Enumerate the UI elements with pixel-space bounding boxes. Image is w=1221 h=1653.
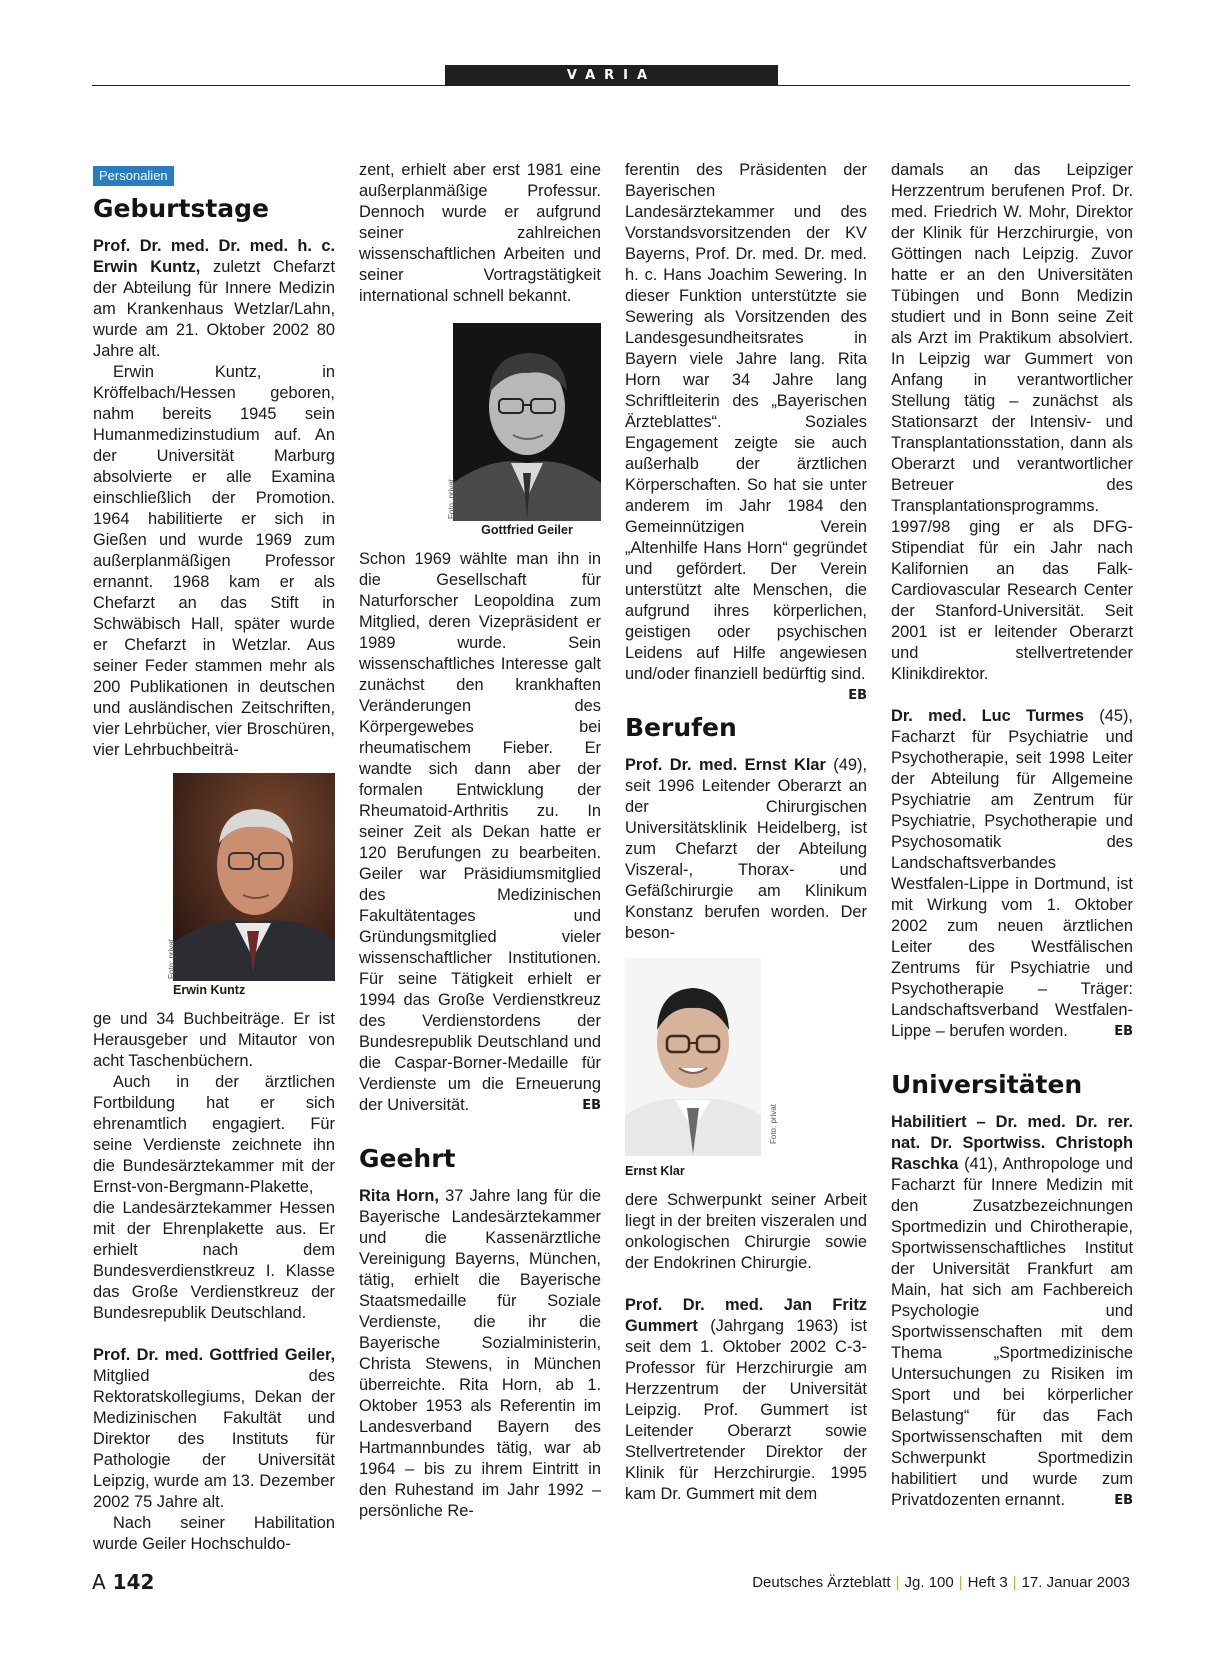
- journal-date: 17. Januar 2003: [1021, 1574, 1130, 1591]
- horn-paragraph-2: ferentin des Präsidenten der Bayerischen Landesärztekammer und des Vorstandsvorsitzenden der KV Bayerns, Prof. Dr. med. Dr. med. h. c. Hans Joachim Sewering. In dieser Funktion unterstützte sie Sewering als Vorsitzenden des Landesgesundheitsrates in Bayern viele Jahre lang. Rita Horn war 34 Jahre lang Schriftleiterin des „Bayerischen Ärzteblattes“. Soziales Engagement zeigte sie auch außerhalb der ärztlichen Körperschaften. So hat sie unter anderem im Jahr 1984 den Gemeinnützigen Verein „Altenhilfe Hans Horn“ gegründet und gefördert. Der Verein unterstützt alte Menschen, die aufgrund ihres körperlichen, geistigen oder psychischen Leidens auf Hilfe angewiesen und/oder finanziell bedürftig sind. EB: [625, 160, 867, 685]
- kuntz-name: Prof. Dr. med. Dr. med. h. c. Erwin Kuntz,: [93, 237, 335, 276]
- turmes-intro: Dr. med. Luc Turmes (45), Facharzt für Psychiatrie und Psychotherapie, seit 1998 Leiter der Abteilung für Allgemeine Psychiatrie am Zentrum für Psychiatrie, Psychotherapie und Psychosomatik des Landschaftsverbandes Westfalen-Lippe in Dortmund, ist mit Wirkung vom 1. Oktober 2002 zum neuen ärztlichen Leiter des Westfälischen Zentrums für Psychiatrie und Psychotherapie – Träger: Landschaftsverband Westfalen-Lippe – berufen worden. EB: [891, 707, 1133, 1040]
- column-4: [891, 160, 1133, 1511]
- gummert-name: Prof. Dr. med. Jan Fritz Gummert: [625, 1296, 867, 1335]
- photo-credit: Foto: privat: [167, 938, 176, 979]
- journal-issue: Heft 3: [967, 1574, 1008, 1591]
- section-header: VARIA: [445, 65, 778, 86]
- photo-caption: Ernst Klar: [625, 1164, 685, 1178]
- photo-caption: Gottfried Geiler: [481, 523, 573, 537]
- kuntz-portrait: [167, 773, 335, 981]
- column-1: [93, 160, 335, 1555]
- page-number: A 142: [92, 1570, 155, 1594]
- geiler-intro: Prof. Dr. med. Gottfried Geiler, Mitglied des Rektoratskollegiums, Dekan der Medizinischen Fakultät und Direktor des Instituts für Pathologie der Universität Leipzig, wurde am 13. Dezember 2002 75 Jahre alt.: [93, 1346, 335, 1511]
- column-2: [359, 160, 601, 1522]
- kuntz-paragraph-2: Erwin Kuntz, in Kröffelbach/Hessen geboren, nahm bereits 1945 sein Humanmedizinstudium auf. An der Universität Marburg absolvierte er alle Examina einschließlich der Promotion. 1964 habilitierte er sich in Gießen und wurde 1969 zum außerplanmäßigen Professor ernannt. 1968 kam er als Chefarzt an das Stift in Schwäbisch Hall, später wurde er Chefarzt in Wetzlar. Aus seiner Feder stammen mehr als 200 Publikationen in deutschen und ausländischen Zeitschriften, vier Lehrbücher, vier Broschüren, vier Lehrbuchbeiträ-: [93, 363, 335, 759]
- section-title-honored: Geehrt: [359, 1144, 456, 1173]
- portrait-image: [173, 773, 335, 981]
- turmes-name: Dr. med. Luc Turmes: [891, 707, 1085, 725]
- section-title-universities: Universitäten: [891, 1070, 1083, 1099]
- geiler-portrait: [447, 323, 601, 521]
- author-initials: EB: [1114, 1493, 1133, 1508]
- photo-credit: Foto: privat: [447, 478, 456, 519]
- geiler-paragraph-4: Schon 1969 wählte man ihn in die Gesellschaft für Naturforscher Leopoldina zum Mitglied, deren Vizepräsident er 1989 wurde. Sein wissenschaftliches Interesse galt zunächst den krankhaften Veränderungen des Körpergewebes bei rheumatischem Fieber. Er wandte sich dann aber der formalen Entwicklung der Rheumatoid-Arthritis zu. In seiner Zeit als Dekan hatte er 120 Berufungen zu bearbeiten. Geiler war Präsidiumsmitglied des Medizinischen Fakultätentages und Gründungsmitglied vieler wissenschaftlicher Institutionen. Für seine Tätigkeit erhielt er 1994 das Große Verdienstkreuz des Verdienstordens der Bundesrepublik Deutschland und die Caspar-Borner-Medaille für Verdienste um die Erneuerung der Universität. EB: [359, 550, 601, 1114]
- klar-name: Prof. Dr. med. Ernst Klar: [625, 756, 826, 774]
- geiler-name: Prof. Dr. med. Gottfried Geiler,: [93, 1346, 335, 1364]
- column-3: [625, 160, 867, 1505]
- raschka-intro: Habilitiert – Dr. med. Dr. rer. nat. Dr. Sportwiss. Christoph Raschka (41), Anthropologe und Facharzt für Innere Medizin mit den Zusatzbezeichnungen Sportmedizin und Chirotherapie, Sportwissenschaftliches Institut der Universität Frankfurt am Main, hat sich am Fachbereich Psychologie und Sportwissenschaften mit dem Thema „Sportmedizinische Untersuchungen zu Risiken im Sport und bei körperlicher Belastung“ für das Fach Sportwissenschaften mit dem Schwerpunkt Sportmedizin habilitiert und wurde zum Privatdozenten ernannt. EB: [891, 1113, 1133, 1509]
- journal-volume: Jg. 100: [904, 1574, 954, 1591]
- photo-credit: Foto: privat: [769, 1103, 778, 1144]
- kuntz-intro: Prof. Dr. med. Dr. med. h. c. Erwin Kuntz, zuletzt Chefarzt der Abteilung für Innere Medizin am Krankenhaus Wetzlar/Lahn, wurde am 21. Oktober 2002 80 Jahre alt.: [93, 237, 335, 360]
- geiler-paragraph-2: Nach seiner Habilitation wurde Geiler Hochschuldo-: [93, 1514, 335, 1553]
- gummert-intro: Prof. Dr. med. Jan Fritz Gummert (Jahrgang 1963) ist seit dem 1. Oktober 2002 C-3-Professor für Herzchirurgie am Herzzentrum der Universität Leipzig. Prof. Gummert ist Leitender Oberarzt sowie Stellvertretender Direktor der Klinik für Herzchirurgie. 1995 kam Dr. Gummert mit dem: [625, 1296, 867, 1503]
- kuntz-paragraph-4: Auch in der ärztlichen Fortbildung hat er sich ehrenamtlich engagiert. Für seine Verdienste zeichnete ihn die Bundesärztekammer mit der Ernst-von-Bergmann-Plakette, die Landesärztekammer Hessen mit der Ehrenplakette aus. Er erhielt nach dem Bundesverdienstkreuz I. Klasse das Große Verdienstkreuz der Bundesrepublik Deutschland.: [93, 1073, 335, 1322]
- author-initials: EB: [582, 1098, 601, 1113]
- geiler-photo: [447, 323, 601, 539]
- author-initials: EB: [848, 688, 867, 703]
- portrait-image: [625, 958, 761, 1156]
- portrait-image: [453, 323, 601, 521]
- journal-info: Deutsches Ärzteblatt | Jg. 100 | Heft 3 | 17. Januar 2003: [752, 1574, 1130, 1591]
- horn-name: Rita Horn,: [359, 1187, 439, 1205]
- journal-name: Deutsches Ärzteblatt: [752, 1574, 891, 1591]
- raschka-name: Habilitiert – Dr. med. Dr. rer. nat. Dr. Sportwiss. Christoph Raschka: [891, 1113, 1133, 1173]
- klar-photo: [625, 958, 778, 1180]
- klar-paragraph-2: dere Schwerpunkt seiner Arbeit liegt in der breiten viszeralen und onkologischen Chirurgie sowie der Endokrinen Chirurgie.: [625, 1191, 867, 1272]
- klar-portrait: [625, 958, 778, 1156]
- photo-caption: Erwin Kuntz: [173, 983, 246, 997]
- geiler-paragraph-3: zent, erhielt aber erst 1981 eine außerplanmäßige Professur. Dennoch wurde er aufgrund seiner zahlreichen wissenschaftlichen Arbeiten und seiner Vortragstätigkeit international schnell bekannt.: [359, 161, 601, 305]
- author-initials: EB: [1114, 1024, 1133, 1039]
- gummert-paragraph-2: damals an das Leipziger Herzzentrum berufenen Prof. Dr. med. Friedrich W. Mohr, Direktor der Klinik für Herzchirurgie, von Göttingen nach Leipzig. Zuvor hatte er an den Universitäten Tübingen und Bonn Medizin studiert und in Bonn seine Zeit als Arzt im Praktikum absolviert. In Leipzig war Gummert von Anfang in verantwortlicher Stellung tätig – zunächst als Stationsarzt der Intensiv- und Transplantationsstation, dann als Oberarzt und verantwortlicher Betreuer des Transplantationsprogramms. 1997/98 ging er als DFG-Stipendiat für ein Jahr nach Kalifornien an das Falk-Cardiovascular Research Center der Stanford-Universität. Seit 2001 ist er leitender Oberarzt und stellvertretender Klinikdirektor.: [891, 161, 1133, 683]
- category-badge: Personalien: [93, 166, 174, 186]
- kuntz-photo: [167, 773, 335, 999]
- kuntz-paragraph-3: ge und 34 Buchbeiträge. Er ist Herausgeber und Mitautor von acht Taschenbüchern.: [93, 1010, 335, 1070]
- klar-intro: Prof. Dr. med. Ernst Klar (49), seit 1996 Leitender Oberarzt an der Chirurgischen Universitätsklinik Heidelberg, ist zum Chefarzt der Abteilung Viszeral-, Thorax- und Gefäßchirurgie am Klinikum Konstanz berufen worden. Der beson-: [625, 756, 868, 942]
- section-title-birthdays: Geburtstage: [93, 194, 270, 223]
- section-title-appointed: Berufen: [625, 713, 737, 742]
- horn-intro: Rita Horn, 37 Jahre lang für die Bayerische Landesärztekammer und die Kassenärztliche Vereinigung Bayerns, München, tätig, erhielt die Bayerische Staatsmedaille für Soziale Verdienste, die ihr die Bayerische Sozialministerin, Christa Stewens, in München überreichte. Rita Horn, ab 1. Oktober 1953 als Referentin im Landesverband Bayern des Hartmannbundes tätig, war ab 1964 – bis zu ihrem Eintritt in den Ruhestand im Jahr 1992 – persönliche Re-: [359, 1187, 602, 1520]
